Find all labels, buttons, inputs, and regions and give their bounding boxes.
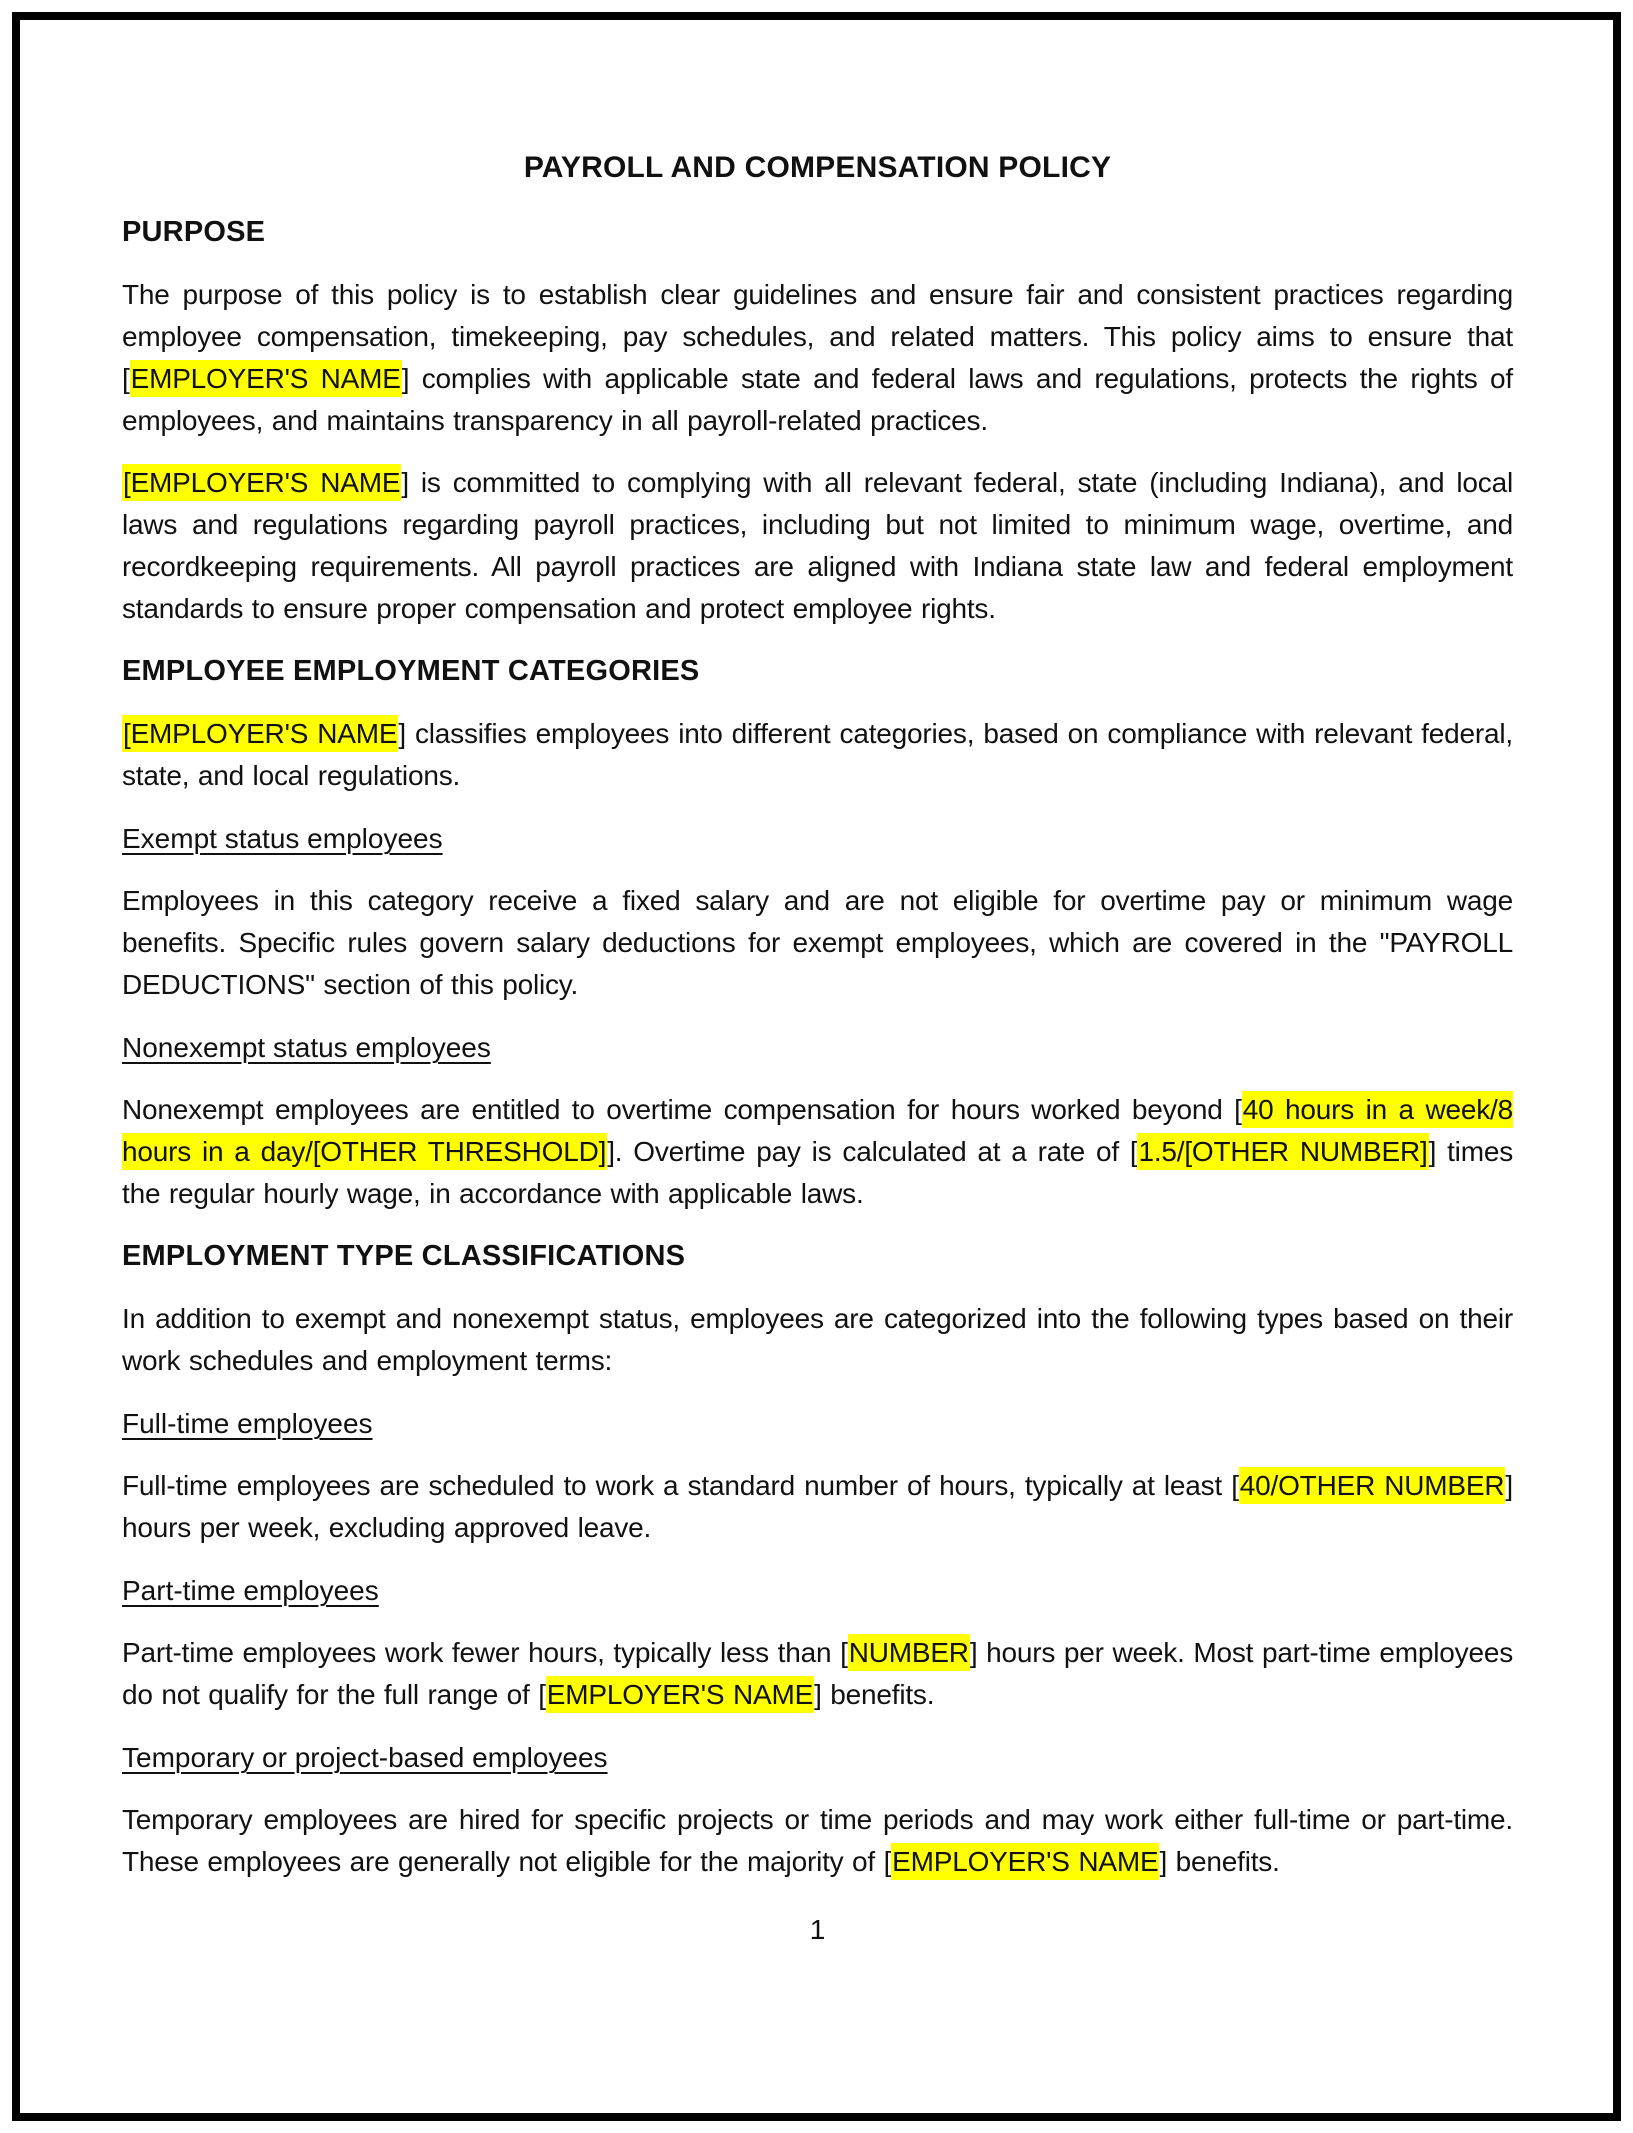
text-run: Part-time employees work fewer hours, typically less than [ [122, 1637, 848, 1668]
text-run: Full-time employees are scheduled to work a standard number of hours, typically at least [ [122, 1470, 1239, 1501]
paragraph [122, 274, 1513, 442]
text-run: ] is committed to complying with all relevant federal, state (including Indiana), and local laws and regulations regarding payroll practices, including but not limited to minimum wage, overtime, and recordkeeping requirements. All payroll practices are aligned with Indiana state law and federal employment standards to ensure proper compensation and protect employee rights. [122, 467, 1513, 624]
placeholder-highlight: [EMPLOYER'S NAME [122, 715, 398, 752]
text-run: ] times the regular hourly wage, in accordance with applicable laws. [122, 1136, 1513, 1209]
placeholder-highlight: EMPLOYER'S NAME [130, 360, 402, 397]
text-run: ] complies with applicable state and federal laws and regulations, protects the rights of employees, and maintains transparency in all payroll-related practices. [122, 363, 1513, 436]
placeholder-highlight: [EMPLOYER'S NAME [122, 464, 401, 501]
text-run: ] hours per week, excluding approved leave. [122, 1470, 1513, 1543]
paragraph [122, 1799, 1513, 1883]
subsection-heading: Exempt status employees [122, 823, 443, 854]
document-page [12, 12, 1621, 2121]
text-run: The purpose of this policy is to establish clear guidelines and ensure fair and consistent practices regarding employee compensation, timekeeping, pay schedules, and related matters. This policy aims to ensure that [ [122, 279, 1513, 394]
placeholder-highlight: NUMBER [848, 1634, 970, 1671]
subsection-heading: Part-time employees [122, 1575, 379, 1606]
text-run: In addition to exempt and nonexempt status, employees are categorized into the following types based on their work schedules and employment terms: [122, 1303, 1513, 1376]
text-run: ] hours per week. Most part-time employees do not qualify for the full range of [ [122, 1637, 1513, 1710]
paragraph [122, 713, 1513, 797]
placeholder-highlight: 40/OTHER NUMBER [1239, 1467, 1506, 1504]
subsection-heading: Temporary or project-based employees [122, 1742, 608, 1773]
subsection-heading: Full-time employees [122, 1408, 373, 1439]
paragraph [122, 1089, 1513, 1215]
paragraph [122, 462, 1513, 630]
text-run: Nonexempt employees are entitled to overtime compensation for hours worked beyond [ [122, 1094, 1242, 1125]
paragraph [122, 1298, 1513, 1382]
placeholder-highlight: 1.5/[OTHER NUMBER] [1137, 1133, 1428, 1170]
section-heading: EMPLOYEE EMPLOYMENT CATEGORIES [122, 655, 700, 687]
document-title: PAYROLL AND COMPENSATION POLICY [523, 151, 1112, 184]
section-heading: EMPLOYMENT TYPE CLASSIFICATIONS [122, 1240, 686, 1272]
text-run: ]. Overtime pay is calculated at a rate of [ [607, 1136, 1138, 1167]
paragraph [122, 1465, 1513, 1549]
document-body [122, 211, 1513, 1883]
text-run: ] benefits. [1159, 1846, 1280, 1877]
subsection-heading: Nonexempt status employees [122, 1032, 491, 1063]
paragraph [122, 880, 1513, 1006]
text-run: ] benefits. [814, 1679, 935, 1710]
placeholder-highlight: EMPLOYER'S NAME [891, 1843, 1159, 1880]
paragraph [122, 1632, 1513, 1716]
page-number: 1 [809, 1914, 826, 1945]
section-heading: PURPOSE [122, 216, 266, 248]
placeholder-highlight: EMPLOYER'S NAME [546, 1676, 814, 1713]
document-content [20, 20, 1613, 1951]
placeholder-highlight: 40 hours in a week/8 hours in a day/[OTHER THRESHOLD] [122, 1091, 1513, 1170]
text-run: Temporary employees are hired for specific projects or time periods and may work either full-time or part-time. These employees are generally not eligible for the majority of [ [122, 1804, 1513, 1877]
text-run: ] classifies employees into different categories, based on compliance with relevant federal, state, and local regulations. [122, 718, 1513, 791]
text-run: Employees in this category receive a fixed salary and are not eligible for overtime pay or minimum wage benefits. Specific rules govern salary deductions for exempt employees, which are covered in the "PAYROLL DEDUCTIONS" section of this policy. [122, 885, 1513, 1000]
